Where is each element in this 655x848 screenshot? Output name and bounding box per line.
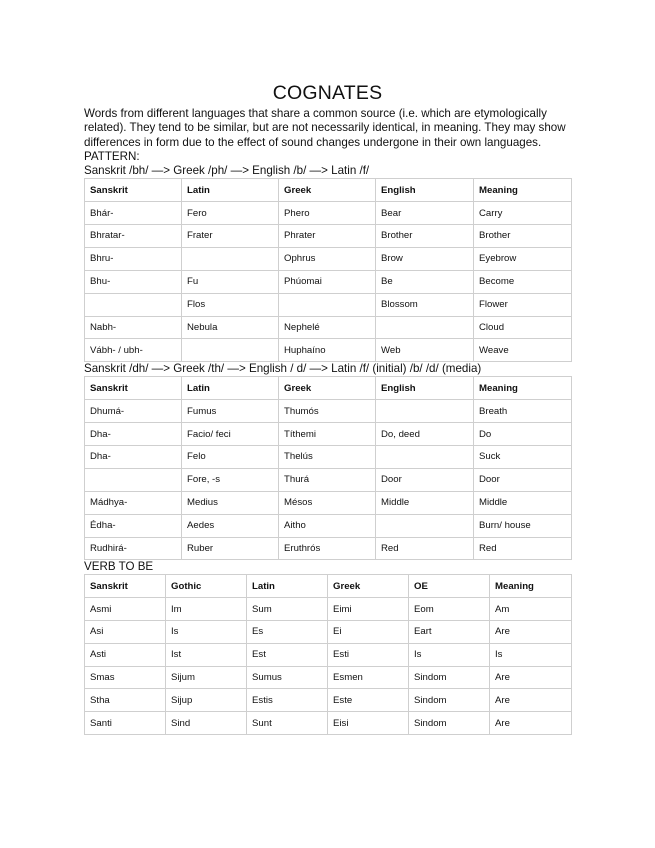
table-cell: Santi (85, 712, 166, 735)
table-cell: Eruthrós (279, 537, 376, 560)
table-cell: Sindom (409, 689, 490, 712)
table3-caption: VERB TO BE (84, 560, 154, 574)
table-cell: Est (247, 643, 328, 666)
table-cell: Are (490, 666, 572, 689)
table2-caption: Sanskrit /dh/ —> Greek /th/ —> English / d/ —> Latin /f/ (initial) /b/ /d/ (media) (84, 362, 482, 376)
verb-to-be-table (84, 574, 572, 735)
bh-cognates-table (84, 178, 572, 362)
table-row (85, 423, 572, 446)
table-cell: Flos (182, 293, 279, 316)
table-cell: Weave (474, 339, 572, 362)
table-row (85, 598, 572, 621)
table-cell (182, 339, 279, 362)
table-cell: Asti (85, 643, 166, 666)
table-cell: Sijum (166, 666, 247, 689)
table-cell: Mádhya- (85, 491, 182, 514)
table-cell (376, 514, 474, 537)
table-cell: Fu (182, 270, 279, 293)
table-cell (279, 293, 376, 316)
table-row (85, 514, 572, 537)
table-cell: Eimi (328, 598, 409, 621)
table-cell: Nebula (182, 316, 279, 339)
table-cell: Esti (328, 643, 409, 666)
table-cell: Become (474, 270, 572, 293)
table-row (85, 666, 572, 689)
column-header: Latin (247, 575, 328, 598)
table-cell: Eyebrow (474, 247, 572, 270)
table-cell: Im (166, 598, 247, 621)
table-cell (85, 468, 182, 491)
table-cell: Do (474, 423, 572, 446)
table-cell: Mésos (279, 491, 376, 514)
table-cell: Phrater (279, 225, 376, 248)
table-cell: Blossom (376, 293, 474, 316)
table-cell (85, 293, 182, 316)
table-cell: Is (490, 643, 572, 666)
table-cell: Fero (182, 202, 279, 225)
table-row (85, 316, 572, 339)
table-cell: Door (376, 468, 474, 491)
table-cell: Medius (182, 491, 279, 514)
table-cell: Ruber (182, 537, 279, 560)
table-cell: Bhratar- (85, 225, 182, 248)
column-header: Gothic (166, 575, 247, 598)
table-cell: Sijup (166, 689, 247, 712)
column-header: Meaning (474, 377, 572, 400)
table-row (85, 491, 572, 514)
table-cell: Frater (182, 225, 279, 248)
table-cell: Títhemi (279, 423, 376, 446)
table-cell: Red (376, 537, 474, 560)
table-cell: Thelús (279, 446, 376, 469)
table-row (85, 621, 572, 644)
table-cell: Sum (247, 598, 328, 621)
column-header: Greek (328, 575, 409, 598)
table-cell: Nabh- (85, 316, 182, 339)
table-cell (376, 316, 474, 339)
column-header: Sanskrit (85, 179, 182, 202)
table-cell: Aitho (279, 514, 376, 537)
table-cell: Is (409, 643, 490, 666)
column-header: Latin (182, 377, 279, 400)
table-cell: Am (490, 598, 572, 621)
table-cell: Phúomai (279, 270, 376, 293)
table-cell: Stha (85, 689, 166, 712)
table-cell: Carry (474, 202, 572, 225)
table-cell: Sindom (409, 666, 490, 689)
table-cell: Eisi (328, 712, 409, 735)
table-cell: Felo (182, 446, 279, 469)
table-cell: Smas (85, 666, 166, 689)
table-row (85, 689, 572, 712)
table-row (85, 400, 572, 423)
table-cell: Door (474, 468, 572, 491)
table-cell: Sindom (409, 712, 490, 735)
column-header: Greek (279, 179, 376, 202)
table-cell: Huphaíno (279, 339, 376, 362)
table-row (85, 247, 572, 270)
column-header: Meaning (474, 179, 572, 202)
table-cell (376, 446, 474, 469)
table-row (85, 446, 572, 469)
table-cell: Brother (474, 225, 572, 248)
table-cell: Vábh- / ubh- (85, 339, 182, 362)
table-cell: Facio/ feci (182, 423, 279, 446)
table-cell: Cloud (474, 316, 572, 339)
table-cell: Suck (474, 446, 572, 469)
table-cell: Burn/ house (474, 514, 572, 537)
column-header: Greek (279, 377, 376, 400)
table-cell: Esmen (328, 666, 409, 689)
table-header-row (85, 377, 572, 400)
table-cell: Bear (376, 202, 474, 225)
table-cell: Middle (376, 491, 474, 514)
page-title: COGNATES (272, 82, 383, 104)
table-row (85, 225, 572, 248)
table-cell: Ei (328, 621, 409, 644)
table-cell: Nephelé (279, 316, 376, 339)
table-cell: Rudhirá- (85, 537, 182, 560)
column-header: Sanskrit (85, 575, 166, 598)
table-cell: Dha- (85, 446, 182, 469)
table-row (85, 339, 572, 362)
table-cell: Asmi (85, 598, 166, 621)
table-cell: Web (376, 339, 474, 362)
table-cell: Eom (409, 598, 490, 621)
table-cell: Brow (376, 247, 474, 270)
table-cell: Thumós (279, 400, 376, 423)
table-header-row (85, 179, 572, 202)
table-cell: Breath (474, 400, 572, 423)
column-header: English (376, 377, 474, 400)
intro-paragraph: Words from different languages that share a common source (i.e. which are etymologically related). They tend to be similar, but are not necessarily identical, in meaning. They may show differences in form due to the effect of sound changes undergone in their own languages. (84, 107, 566, 149)
table-cell (182, 247, 279, 270)
table-cell: Do, deed (376, 423, 474, 446)
document-page (84, 80, 571, 735)
table-cell: Phero (279, 202, 376, 225)
table-row (85, 537, 572, 560)
table-cell: Fore, -s (182, 468, 279, 491)
table-cell: Are (490, 621, 572, 644)
column-header: Meaning (490, 575, 572, 598)
table-cell: Es (247, 621, 328, 644)
table-row (85, 468, 572, 491)
table-cell: Sind (166, 712, 247, 735)
pattern-label: PATTERN: (84, 150, 140, 164)
table-header-row (85, 575, 572, 598)
table-row (85, 643, 572, 666)
column-header: Sanskrit (85, 377, 182, 400)
table-cell: Bhár- (85, 202, 182, 225)
table-cell: Eart (409, 621, 490, 644)
table-cell: Is (166, 621, 247, 644)
column-header: OE (409, 575, 490, 598)
table-cell: Dhumá- (85, 400, 182, 423)
table-cell: Este (328, 689, 409, 712)
table-cell: Bhu- (85, 270, 182, 293)
table-cell: Ist (166, 643, 247, 666)
table-row (85, 712, 572, 735)
table-cell: Flower (474, 293, 572, 316)
table-row (85, 270, 572, 293)
table-cell (376, 400, 474, 423)
table-cell: Sumus (247, 666, 328, 689)
table-cell: Dha- (85, 423, 182, 446)
table-cell: Sunt (247, 712, 328, 735)
table-cell: Red (474, 537, 572, 560)
column-header: Latin (182, 179, 279, 202)
table-cell: Are (490, 712, 572, 735)
column-header: English (376, 179, 474, 202)
table-cell: Are (490, 689, 572, 712)
table-cell: Fumus (182, 400, 279, 423)
table-cell: Aedes (182, 514, 279, 537)
table1-caption: Sanskrit /bh/ —> Greek /ph/ —> English /b/ —> Latin /f/ (84, 164, 370, 178)
table-cell: Asi (85, 621, 166, 644)
table-cell: Middle (474, 491, 572, 514)
table-cell: Thurá (279, 468, 376, 491)
table-cell: Brother (376, 225, 474, 248)
table-cell: Estis (247, 689, 328, 712)
table-cell: Ophrus (279, 247, 376, 270)
table-row (85, 293, 572, 316)
table-row (85, 202, 572, 225)
table-cell: Bhru- (85, 247, 182, 270)
dh-cognates-table (84, 376, 572, 560)
table-cell: Édha- (85, 514, 182, 537)
table-cell: Be (376, 270, 474, 293)
